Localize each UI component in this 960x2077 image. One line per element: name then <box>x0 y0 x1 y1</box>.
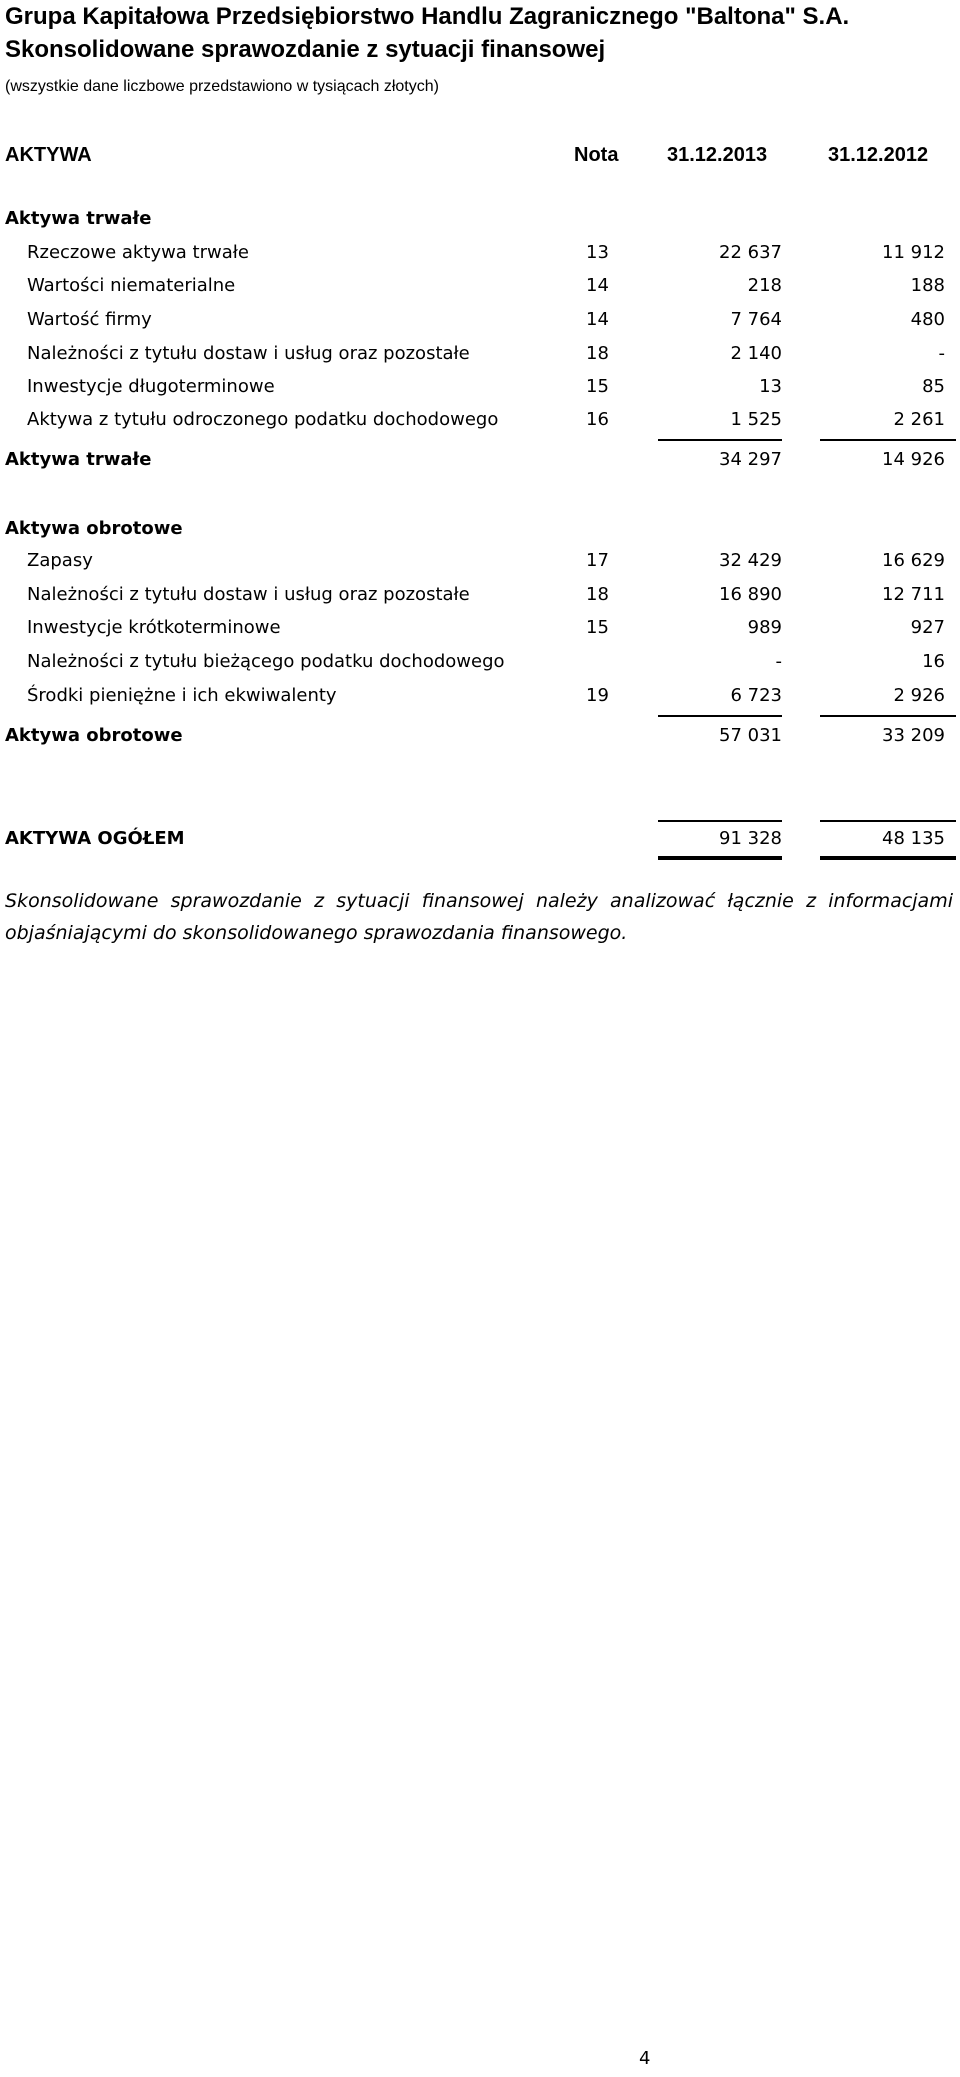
table-row <box>0 339 960 369</box>
units-note: (wszystkie dane liczbowe przedstawiono w tysiącach złotych) <box>5 78 439 95</box>
row-label: Środki pieniężne i ich ekwiwalenty <box>27 685 337 706</box>
table-row <box>0 613 960 643</box>
row-note: 15 <box>586 376 609 397</box>
current-assets-title: Aktywa obrotowe <box>5 518 183 539</box>
row-note: 17 <box>586 550 609 571</box>
row-value-2012: 16 <box>922 651 945 672</box>
total-label: Aktywa obrotowe <box>5 725 183 746</box>
section-header-aktywa: AKTYWA <box>5 144 92 166</box>
row-value-2013: 32 429 <box>719 550 782 571</box>
subtotal-rule-2013 <box>658 715 782 717</box>
row-note: 14 <box>586 275 609 296</box>
total-value-2013: 34 297 <box>719 449 782 470</box>
company-name: Grupa Kapitałowa Przedsiębiorstwo Handlu Zagranicznego "Baltona" S.A. <box>5 3 850 30</box>
row-label: Należności z tytułu bieżącego podatku dochodowego <box>27 651 505 672</box>
fixed-assets-total-row <box>0 445 960 475</box>
row-value-2012: 12 711 <box>882 584 945 605</box>
row-value-2012: 11 912 <box>882 242 945 263</box>
row-value-2013: 13 <box>759 376 782 397</box>
table-row <box>0 681 960 711</box>
table-row <box>0 546 960 576</box>
row-value-2013: 7 764 <box>730 309 782 330</box>
subtotal-rule-2012 <box>820 439 956 441</box>
row-value-2012: 480 <box>910 309 945 330</box>
grand-total-bottom-rule-2012 <box>820 856 956 860</box>
row-label: Należności z tytułu dostaw i usług oraz pozostałe <box>27 343 470 364</box>
row-value-2013: 218 <box>747 275 782 296</box>
total-value-2012: 33 209 <box>882 725 945 746</box>
row-value-2013: - <box>775 651 782 672</box>
row-value-2013: 1 525 <box>730 409 782 430</box>
current-assets-total-row <box>0 721 960 751</box>
table-row <box>0 647 960 677</box>
subtotal-rule-2013 <box>658 439 782 441</box>
row-value-2012: 2 926 <box>893 685 945 706</box>
row-label: Zapasy <box>27 550 93 571</box>
row-value-2013: 2 140 <box>730 343 782 364</box>
row-value-2013: 6 723 <box>730 685 782 706</box>
total-label: Aktywa trwałe <box>5 449 152 470</box>
grand-total-value-2012: 48 135 <box>882 828 945 849</box>
footnote: Skonsolidowane sprawozdanie z sytuacji finansowej należy analizować łącznie z informacjami objaśniającymi do skonsolidowanego sprawozdania finansowego. <box>5 890 953 944</box>
grand-total-row <box>0 824 960 854</box>
row-label: Wartość firmy <box>27 309 152 330</box>
row-value-2012: 2 261 <box>893 409 945 430</box>
grand-total-top-rule-2012 <box>820 820 956 822</box>
table-row <box>0 305 960 335</box>
row-note: 19 <box>586 685 609 706</box>
row-note: 13 <box>586 242 609 263</box>
row-label: Aktywa z tytułu odroczonego podatku dochodowego <box>27 409 499 430</box>
row-note: 18 <box>586 584 609 605</box>
row-note: 15 <box>586 617 609 638</box>
column-header-nota: Nota <box>574 144 619 166</box>
grand-total-value-2013: 91 328 <box>719 828 782 849</box>
row-label: Inwestycje długoterminowe <box>27 376 275 397</box>
row-note: 18 <box>586 343 609 364</box>
fixed-assets-title: Aktywa trwałe <box>5 208 152 229</box>
row-value-2012: 927 <box>910 617 945 638</box>
row-value-2012: 85 <box>922 376 945 397</box>
row-value-2012: 16 629 <box>882 550 945 571</box>
row-note: 16 <box>586 409 609 430</box>
table-row <box>0 372 960 402</box>
total-value-2012: 14 926 <box>882 449 945 470</box>
row-note: 14 <box>586 309 609 330</box>
row-value-2013: 989 <box>747 617 782 638</box>
grand-total-label: AKTYWA OGÓŁEM <box>5 828 185 849</box>
total-value-2013: 57 031 <box>719 725 782 746</box>
table-row <box>0 580 960 610</box>
row-label: Wartości niematerialne <box>27 275 236 296</box>
row-value-2012: - <box>938 343 945 364</box>
column-header-2013: 31.12.2013 <box>667 144 768 166</box>
row-value-2013: 16 890 <box>719 584 782 605</box>
row-value-2012: 188 <box>910 275 945 296</box>
row-label: Inwestycje krótkoterminowe <box>27 617 281 638</box>
row-value-2013: 22 637 <box>719 242 782 263</box>
grand-total-bottom-rule-2013 <box>658 856 782 860</box>
table-row <box>0 238 960 268</box>
page-number: 4 <box>639 2048 651 2069</box>
subtotal-rule-2012 <box>820 715 956 717</box>
statement-title: Skonsolidowane sprawozdanie z sytuacji finansowej <box>5 36 606 63</box>
table-row <box>0 405 960 435</box>
column-header-2012: 31.12.2012 <box>828 144 929 166</box>
table-row <box>0 271 960 301</box>
row-label: Rzeczowe aktywa trwałe <box>27 242 249 263</box>
row-label: Należności z tytułu dostaw i usług oraz pozostałe <box>27 584 470 605</box>
grand-total-top-rule-2013 <box>658 820 782 822</box>
